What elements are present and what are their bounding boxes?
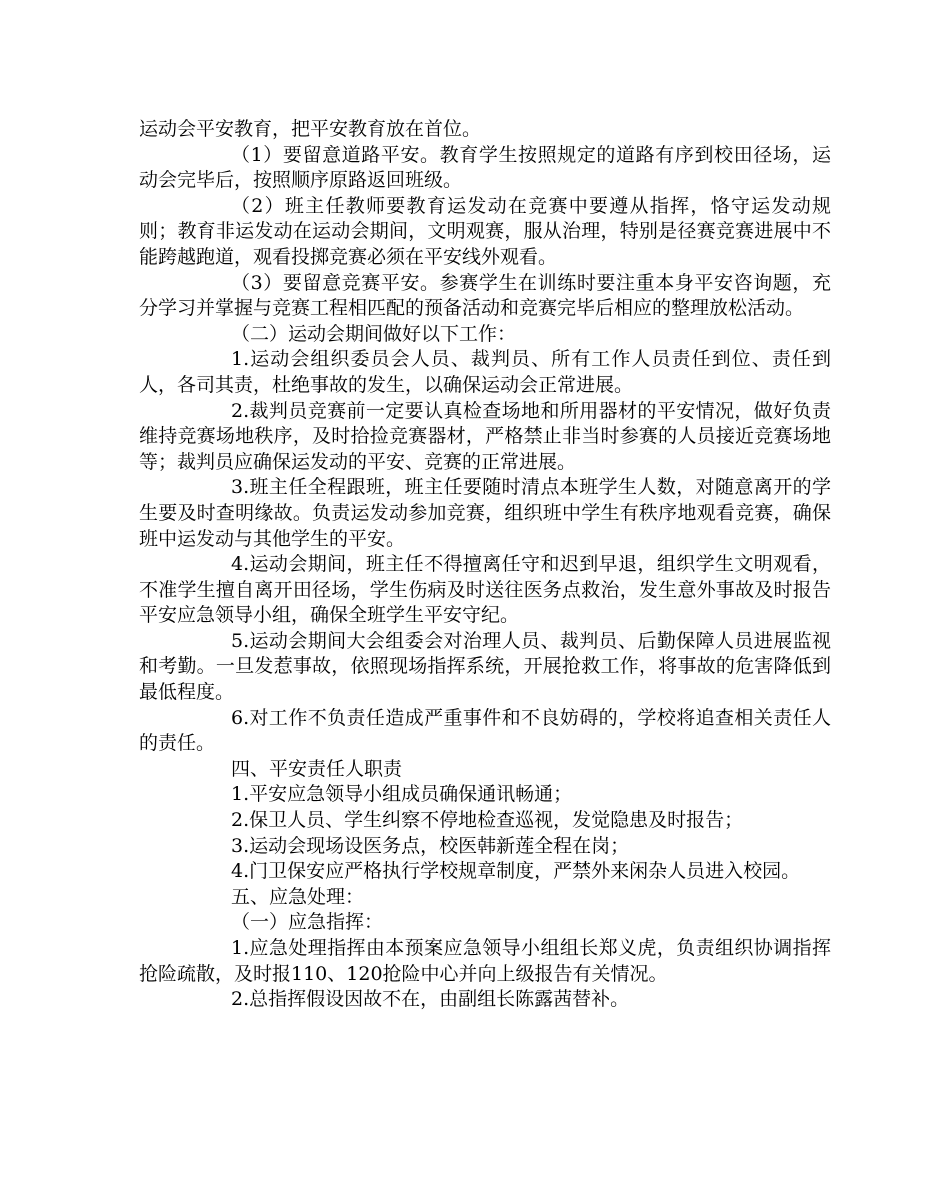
list-item-commander: 1.应急处理指挥由本预案应急领导小组组长郑义虎，负责组织协调指挥抢险疏散，及时报110、120抢险中心并向上级报告有关情况。 [139,937,831,985]
list-item-supervision: 5.运动会期间大会组委会对治理人员、裁判员、后勤保障人员进展监视和考勤。一旦发惹事故，依照现场指挥系统，开展抢救工作，将事故的危害降低到最低程度。 [139,629,831,704]
subsection-heading-during-games: （二）运动会期间做好以下工作： [231,322,517,345]
list-item-class-teacher: 3.班主任全程跟班，班主任要随时清点本班学生人数，对随意离开的学生要及时查明缘故。负责运发动参加竞赛，组织班中学生有秩序地观看竞赛，确保班中运发动与其他学生的平安。 [139,476,831,550]
paragraph-teacher-education: （2）班主任教师要教育运发动在竞赛中要遵从指挥，恪守运发动规则；教育非运发动在运动会期间，文明观赛，服从治理，特别是径赛竞赛进展中不能跨越跑道，观看投掷竞赛必须在平安线外观看。 [139,194,831,268]
list-item-accountability: 6.对工作不负责任造成严重事件和不良妨碍的，学校将追查相关责任人的责任。 [139,706,831,755]
list-item-communication: 1.平安应急领导小组成员确保通讯畅通； [231,783,573,806]
list-item-referees: 2.裁判员竞赛前一定要认真检查场地和所用器材的平安情况，做好负责维持竞赛场地秩序，及时拾捡竞赛器材，严格禁止非当时参赛的人员接近竞赛场地等；裁判员应确保运发动的平安、竞赛的正常进展。 [139,399,831,473]
list-item-deputy: 2.总指挥假设因故不在，由副组长陈露茜替补。 [231,988,630,1011]
paragraph-competition-safety: （3）要留意竞赛平安。参赛学生在训练时要注重本身平安咨询题，充分学习并掌握与竞赛工程相匹配的预备活动和竞赛完毕后相应的整理放松活动。 [139,271,831,320]
list-item-medical-point: 3.运动会现场设医务点，校医韩新莲全程在岗； [231,834,630,857]
list-item-no-leaving-post: 4.运动会期间，班主任不得擅离任守和迟到早退，组织学生文明观看，不准学生擅自离开田径场，学生伤病及时送往医务点救治，发生意外事故及时报告平安应急领导小组，确保全班学生平安守纪。 [139,553,831,627]
subsection-heading-command: （一）应急指挥： [231,911,384,934]
paragraph-road-safety: （1）要留意道路平安。教育学生按照规定的道路有序到校田径场，运动会完毕后，按照顺序原路返回班级。 [139,143,831,192]
list-item-security-patrol: 2.保卫人员、学生纠察不停地检查巡视，发觉隐患及时报告； [231,809,744,832]
section-heading-emergency: 五、应急处理： [231,885,365,908]
section-heading-responsibilities: 四、平安责任人职责 [231,757,403,780]
document-body [139,117,831,1013]
paragraph-intro-continued: 运动会平安教育，把平安教育放在首位。 [139,118,482,140]
list-item-gate-guard: 4.门卫保安应严格执行学校规章制度，严禁外来闲杂人员进入校园。 [231,860,801,883]
list-item-committee: 1.运动会组织委员会人员、裁判员、所有工作人员责任到位、责任到人，各司其责，杜绝事故的发生，以确保运动会正常进展。 [139,348,831,396]
